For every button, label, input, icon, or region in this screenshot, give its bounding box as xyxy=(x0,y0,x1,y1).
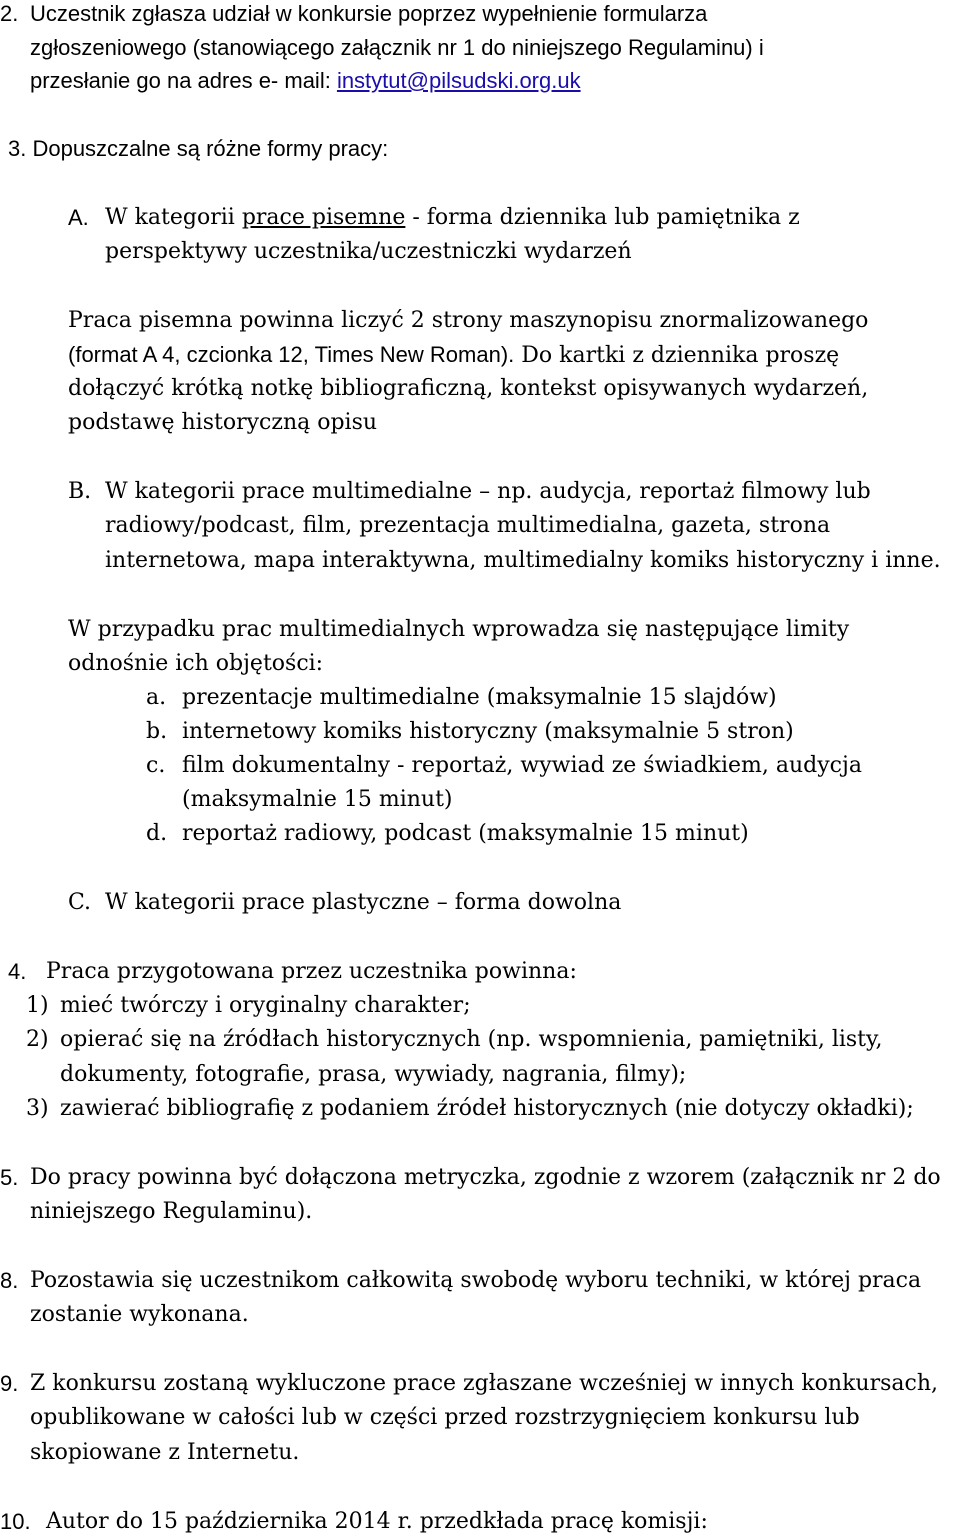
requirement-2: opierać się na źródłach historycznych (np. wspomnienia, pamiętniki, listy, xyxy=(60,1027,883,1052)
paragraph-2-line-1: Uczestnik zgłasza udział w konkursie poprzez wypełnienie formularza xyxy=(30,1,708,26)
category-a-underlined: prace pisemne xyxy=(241,205,406,230)
list-number-9: 9. xyxy=(0,1371,19,1396)
paragraph-5-line-1: Do pracy powinna być dołączona metryczka, zgodnie z wzorem (załącznik nr 2 do xyxy=(30,1165,941,1190)
paragraph-3: 3. Dopuszczalne są różne formy pracy: xyxy=(8,136,389,161)
limit-item-d: reportaż radiowy, podcast (maksymalnie 15 minut) xyxy=(182,821,749,846)
category-b-line-2: radiowy/podcast, film, prezentacja multimedialna, gazeta, strona xyxy=(105,513,831,538)
list-number-4: 4. xyxy=(8,959,27,984)
email-link[interactable]: instytut@pilsudski.org.uk xyxy=(336,68,581,93)
paragraph-8-line-1: Pozostawia się uczestnikom całkowitą swobodę wyboru techniki, w której praca xyxy=(30,1268,922,1293)
limit-item-c: film dokumentalny - reportaż, wywiad ze świadkiem, audycja xyxy=(182,753,862,778)
requirement-3: zawierać bibliografię z podaniem źródeł historycznych (nie dotyczy okładki); xyxy=(60,1096,914,1121)
requirement-marker-3: 3) xyxy=(26,1096,49,1121)
category-a-text-post: - forma dziennika lub pamiętnika z xyxy=(405,205,800,230)
category-a-desc-1: Praca pisemna powinna liczyć 2 strony maszynopisu znormalizowanego xyxy=(68,308,869,333)
limits-line-2: odnośnie ich objętości: xyxy=(68,651,324,676)
category-a-text-pre: W kategorii xyxy=(105,205,242,230)
category-c-marker: C. xyxy=(68,890,92,915)
paragraph-2-text: przesłanie go na adres e- mail: xyxy=(30,68,337,93)
limit-marker-c: c. xyxy=(146,753,166,778)
limit-item-b: internetowy komiks historyczny (maksymalnie 5 stron) xyxy=(182,719,794,744)
category-a-desc-2-rest: Do kartki z dziennika proszę xyxy=(514,343,840,368)
limit-marker-a: a. xyxy=(146,685,167,710)
category-a-marker: A. xyxy=(68,205,89,230)
requirement-marker-1: 1) xyxy=(26,993,49,1018)
requirement-2-cont: dokumenty, fotografie, prasa, wywiady, nagrania, filmy); xyxy=(60,1062,687,1087)
category-a-desc-3: dołączyć krótką notkę bibliograficzną, kontekst opisywanych wydarzeń, xyxy=(68,376,869,401)
list-number-10: 10. xyxy=(0,1509,31,1534)
category-a-desc-2 xyxy=(68,342,839,369)
category-b-line-1: W kategorii prace multimedialne – np. audycja, reportaż filmowy lub xyxy=(105,479,871,504)
limit-item-a: prezentacje multimedialne (maksymalnie 15 slajdów) xyxy=(182,685,777,710)
requirement-marker-2: 2) xyxy=(26,1027,49,1052)
list-number-2: 2. xyxy=(0,1,19,26)
paragraph-9-line-3: skopiowane z Internetu. xyxy=(30,1440,300,1465)
category-a-format: (format A 4, czcionka 12, Times New Roman). xyxy=(68,342,515,367)
paragraph-5-line-2: niniejszego Regulaminu). xyxy=(30,1199,313,1224)
limit-marker-d: d. xyxy=(146,821,168,846)
list-number-8: 8. xyxy=(0,1268,19,1293)
paragraph-10: Autor do 15 października 2014 r. przedkłada pracę komisji: xyxy=(46,1509,708,1534)
limit-marker-b: b. xyxy=(146,719,168,744)
paragraph-2-line-2: zgłoszeniowego (stanowiącego załącznik nr 1 do niniejszego Regulaminu) i xyxy=(30,35,764,60)
paragraph-9-line-2: opublikowane w całości lub w części przed rozstrzygnięciem konkursu lub xyxy=(30,1405,860,1430)
category-c-text: W kategorii prace plastyczne – forma dowolna xyxy=(105,890,622,915)
limit-item-c-cont: (maksymalnie 15 minut) xyxy=(182,787,453,812)
limits-line-1: W przypadku prac multimedialnych wprowadza się następujące limity xyxy=(68,617,850,642)
category-a-desc-4: podstawę historyczną opisu xyxy=(68,410,378,435)
paragraph-2-line-3 xyxy=(30,68,581,94)
category-a-line-2: perspektywy uczestnika/uczestniczki wydarzeń xyxy=(105,239,632,264)
paragraph-4: Praca przygotowana przez uczestnika powinna: xyxy=(46,959,577,984)
category-a-line-1 xyxy=(105,205,800,231)
paragraph-9-line-1: Z konkursu zostaną wykluczone prace zgłaszane wcześniej w innych konkursach, xyxy=(30,1371,938,1396)
list-number-5: 5. xyxy=(0,1165,19,1190)
category-b-marker: B. xyxy=(68,479,92,504)
paragraph-8-line-2: zostanie wykonana. xyxy=(30,1302,249,1327)
category-b-line-3: internetowa, mapa interaktywna, multimedialny komiks historyczny i inne. xyxy=(105,548,941,573)
requirement-1: mieć twórczy i oryginalny charakter; xyxy=(60,993,471,1018)
